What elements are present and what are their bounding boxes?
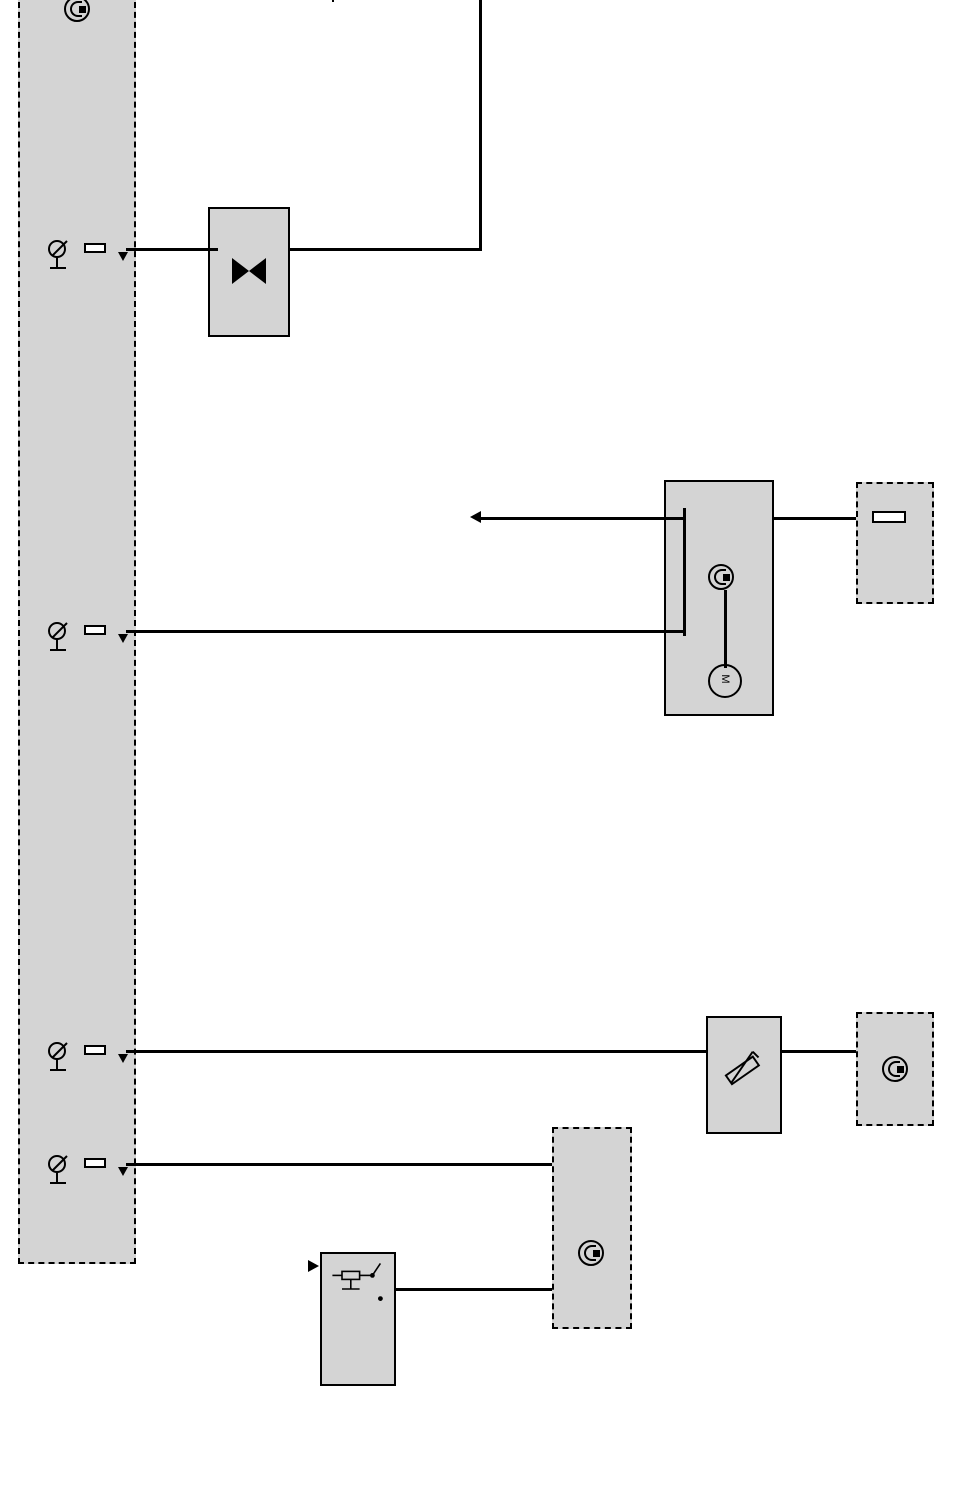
arrow-down-icon-2 [118,634,128,643]
connector-icon-2 [84,625,106,635]
arrow-left-icon-31l2 [470,511,481,523]
wire-ts-plus [782,1050,864,1053]
vanos-inlet-valve-partial-box [332,0,482,2]
valve-icon [232,258,266,284]
ecu-module-icon-a11 [578,1240,604,1266]
wire-s-korel [126,1163,558,1166]
wire-elue [126,630,684,633]
ground-slash [50,1041,70,1061]
ground-slash [50,239,70,259]
wire-t-nwa1 [126,248,218,251]
wire-fan-left-bus [683,508,686,636]
wire-31l2 [480,517,684,520]
wire-uhr2-riser [479,0,482,250]
temperature-sensor-icon [716,1042,774,1100]
ground-slash [50,1154,70,1174]
connector-icon-4 [84,1158,106,1168]
ground-slash [50,621,70,641]
connector-icon-1 [84,243,106,253]
connector-icon-3 [84,1045,106,1055]
arrow-down-icon-1 [118,252,128,261]
arrow-right-icon-compressor [308,1260,319,1272]
motor-letter: M [719,674,731,684]
wire-fan-internal [724,590,727,668]
ecu-module-icon-right [882,1056,908,1082]
arrow-down-icon-3 [118,1054,128,1063]
arrow-down-icon-4 [118,1167,128,1176]
module-f61-fuse-box [856,482,934,604]
fuse-icon [872,511,906,523]
ecu-module-icon-fan [708,564,734,590]
relay-contact-icon [326,1256,390,1330]
motor-icon [708,664,742,698]
wire-valve-to-uhr2 [288,248,482,251]
module-a11-heating-ac-control [552,1127,632,1329]
wire-ts-minus [126,1050,708,1053]
wire-trg [394,1288,556,1291]
